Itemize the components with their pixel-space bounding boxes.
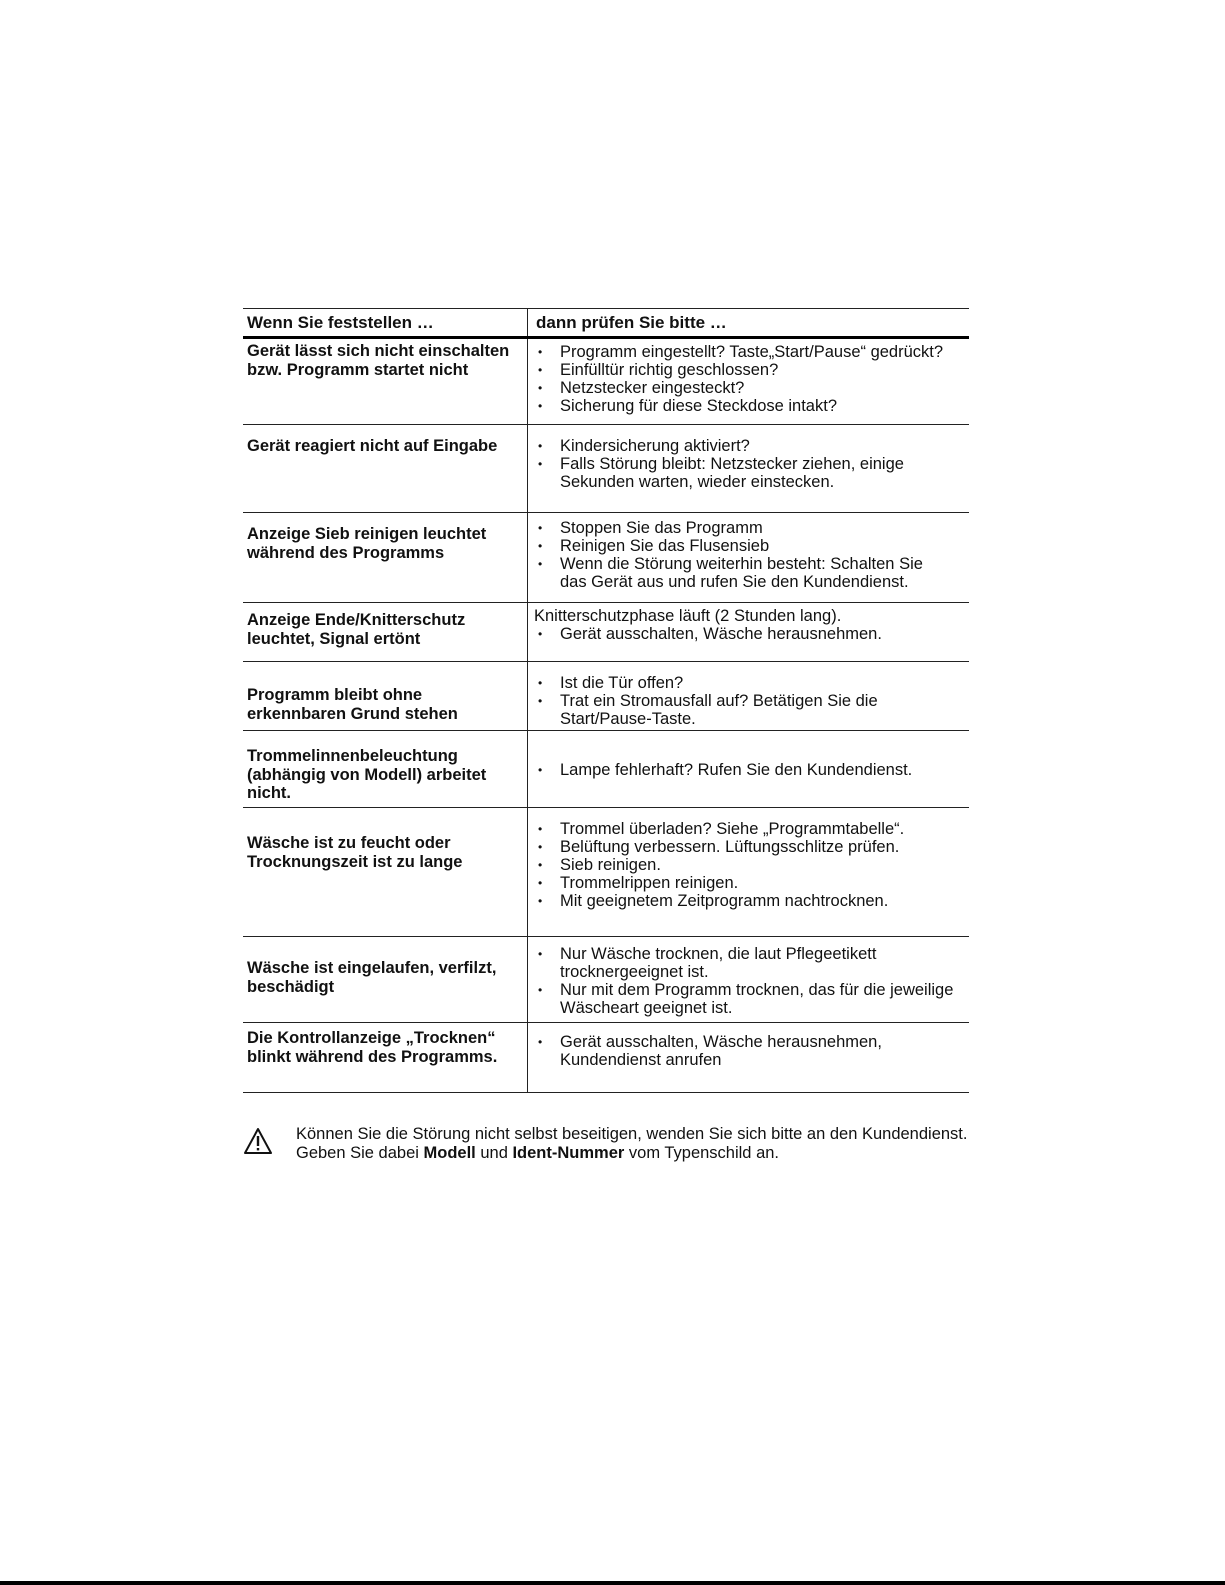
list-item xyxy=(534,692,969,728)
check-text: Stoppen Sie das Programm xyxy=(560,519,763,537)
list-item xyxy=(534,537,969,555)
check-text: Sicherung für diese Steckdose intakt? xyxy=(560,397,837,415)
check-text: Lampe fehlerhaft? Rufen Sie den Kundendienst. xyxy=(560,761,913,779)
check-cell xyxy=(527,937,969,1022)
list-item xyxy=(534,761,969,779)
table-header xyxy=(243,309,969,339)
header-check: dann prüfen Sie bitte … xyxy=(527,309,969,336)
list-item xyxy=(534,945,969,981)
check-text: Sieb reinigen. xyxy=(560,856,661,874)
notice-ident: Ident-Nummer xyxy=(512,1144,625,1162)
check-text: Trommel überladen? Siehe „Programmtabelle“. xyxy=(560,820,905,838)
check-text: Ist die Tür offen? xyxy=(560,674,684,692)
bullet-icon: • xyxy=(538,676,543,690)
list-item xyxy=(534,838,969,856)
problem-cell: Trommelinnenbeleuchtung (abhängig von Modell) arbeitet nicht. xyxy=(247,747,487,802)
check-text: Belüftung verbessern. Lüftungsschlitze prüfen. xyxy=(560,838,900,856)
check-text: Falls Störung bleibt: Netzstecker ziehen, einige Sekunden warten, wieder einstecken. xyxy=(560,455,904,491)
bullet-icon: • xyxy=(538,822,543,836)
problem-cell: Programm bleibt ohne erkennbaren Grund stehen xyxy=(247,686,458,723)
bullet-icon: • xyxy=(538,363,543,377)
check-text: Trommelrippen reinigen. xyxy=(560,874,739,892)
check-text: Programm eingestellt? Taste„Start/Pause“ gedrückt? xyxy=(560,343,944,361)
service-notice xyxy=(243,1125,983,1163)
bullet-icon: • xyxy=(538,557,543,571)
problem-cell: Anzeige Sieb reinigen leuchtet während des Programms xyxy=(247,525,487,562)
check-text: Gerät ausschalten, Wäsche herausnehmen. xyxy=(560,625,882,643)
bullet-icon: • xyxy=(538,539,543,553)
bullet-icon: • xyxy=(538,521,543,535)
table-row xyxy=(243,662,969,731)
check-cell xyxy=(527,339,969,424)
table-row xyxy=(243,1023,969,1093)
check-text: Wenn die Störung weiterhin besteht: Schalten Sie das Gerät aus und rufen Sie den Kundendienst. xyxy=(560,555,923,591)
table-row xyxy=(243,603,969,662)
bottom-edge-rule xyxy=(0,1581,1225,1585)
troubleshooting-table xyxy=(243,308,969,1093)
table-row xyxy=(243,339,969,425)
notice-prefix: Geben Sie dabei xyxy=(296,1144,424,1162)
check-intro: Knitterschutzphase läuft (2 Stunden lang). xyxy=(534,607,842,625)
list-item xyxy=(534,820,969,838)
table-body xyxy=(243,339,969,1093)
notice-and: und xyxy=(475,1144,513,1162)
table-row xyxy=(243,808,969,937)
problem-cell: Wäsche ist eingelaufen, verfilzt, beschädigt xyxy=(247,959,497,996)
header-problem: Wenn Sie feststellen … xyxy=(247,313,434,332)
table-row xyxy=(243,731,969,808)
bullet-icon: • xyxy=(538,439,543,453)
check-text: Mit geeignetem Zeitprogramm nachtrocknen. xyxy=(560,892,889,910)
check-cell xyxy=(527,1023,969,1092)
list-item xyxy=(534,874,969,892)
notice-line-1: Können Sie die Störung nicht selbst beseitigen, wenden Sie sich bitte an den Kundendienst. xyxy=(296,1125,968,1143)
list-item xyxy=(534,625,969,643)
check-cell xyxy=(527,662,969,730)
list-item xyxy=(534,437,969,455)
check-cell xyxy=(527,425,969,512)
bullet-icon: • xyxy=(538,894,543,908)
bullet-icon: • xyxy=(538,876,543,890)
check-text: Gerät ausschalten, Wäsche herausnehmen, Kundendienst anrufen xyxy=(560,1033,882,1069)
check-text: Einfülltür richtig geschlossen? xyxy=(560,361,779,379)
list-item xyxy=(534,981,969,1017)
list-item xyxy=(534,1033,969,1069)
bullet-icon: • xyxy=(538,858,543,872)
problem-cell: Gerät lässt sich nicht einschalten bzw. Programm startet nicht xyxy=(247,342,510,379)
list-item xyxy=(534,892,969,910)
list-item xyxy=(534,455,969,491)
bullet-icon: • xyxy=(538,345,543,359)
table-row xyxy=(243,513,969,603)
list-item xyxy=(534,361,969,379)
bullet-icon: • xyxy=(538,947,543,961)
check-text: Nur Wäsche trocknen, die laut Pflegeetikett trocknergeeignet ist. xyxy=(560,945,877,981)
list-item xyxy=(534,397,969,415)
notice-suffix: vom Typenschild an. xyxy=(624,1144,780,1162)
problem-cell: Wäsche ist zu feucht oder Trocknungszeit ist zu lange xyxy=(247,834,463,871)
check-text: Nur mit dem Programm trocknen, das für die jeweilige Wäscheart geeignet ist. xyxy=(560,981,954,1017)
check-cell xyxy=(527,603,969,661)
bullet-icon: • xyxy=(538,627,543,641)
notice-text xyxy=(296,1125,967,1163)
check-text: Trat ein Stromausfall auf? Betätigen Sie die Start/Pause-Taste. xyxy=(560,692,878,728)
table-row xyxy=(243,937,969,1023)
check-text: Netzstecker eingesteckt? xyxy=(560,379,745,397)
check-cell xyxy=(527,731,969,807)
list-item xyxy=(534,674,969,692)
problem-cell: Gerät reagiert nicht auf Eingabe xyxy=(247,437,498,455)
list-item xyxy=(534,379,969,397)
bullet-icon: • xyxy=(538,763,543,777)
table-row xyxy=(243,425,969,513)
bullet-icon: • xyxy=(538,399,543,413)
bullet-icon: • xyxy=(538,457,543,471)
notice-model: Modell xyxy=(423,1144,476,1162)
notice-line-2 xyxy=(296,1144,967,1163)
warning-triangle-icon xyxy=(243,1127,273,1155)
check-text: Kindersicherung aktiviert? xyxy=(560,437,750,455)
bullet-icon: • xyxy=(538,694,543,708)
list-item xyxy=(534,519,969,537)
list-item xyxy=(534,555,969,591)
check-cell xyxy=(527,808,969,936)
bullet-icon: • xyxy=(538,840,543,854)
bullet-icon: • xyxy=(538,1035,543,1049)
bullet-icon: • xyxy=(538,983,543,997)
list-item xyxy=(534,856,969,874)
problem-cell: Die Kontrollanzeige „Trocknen“ blinkt während des Programms. xyxy=(247,1029,498,1066)
check-cell xyxy=(527,513,969,602)
check-text: Reinigen Sie das Flusensieb xyxy=(560,537,770,555)
problem-cell: Anzeige Ende/Knitterschutz leuchtet, Signal ertönt xyxy=(247,611,466,648)
list-item xyxy=(534,343,969,361)
bullet-icon: • xyxy=(538,381,543,395)
